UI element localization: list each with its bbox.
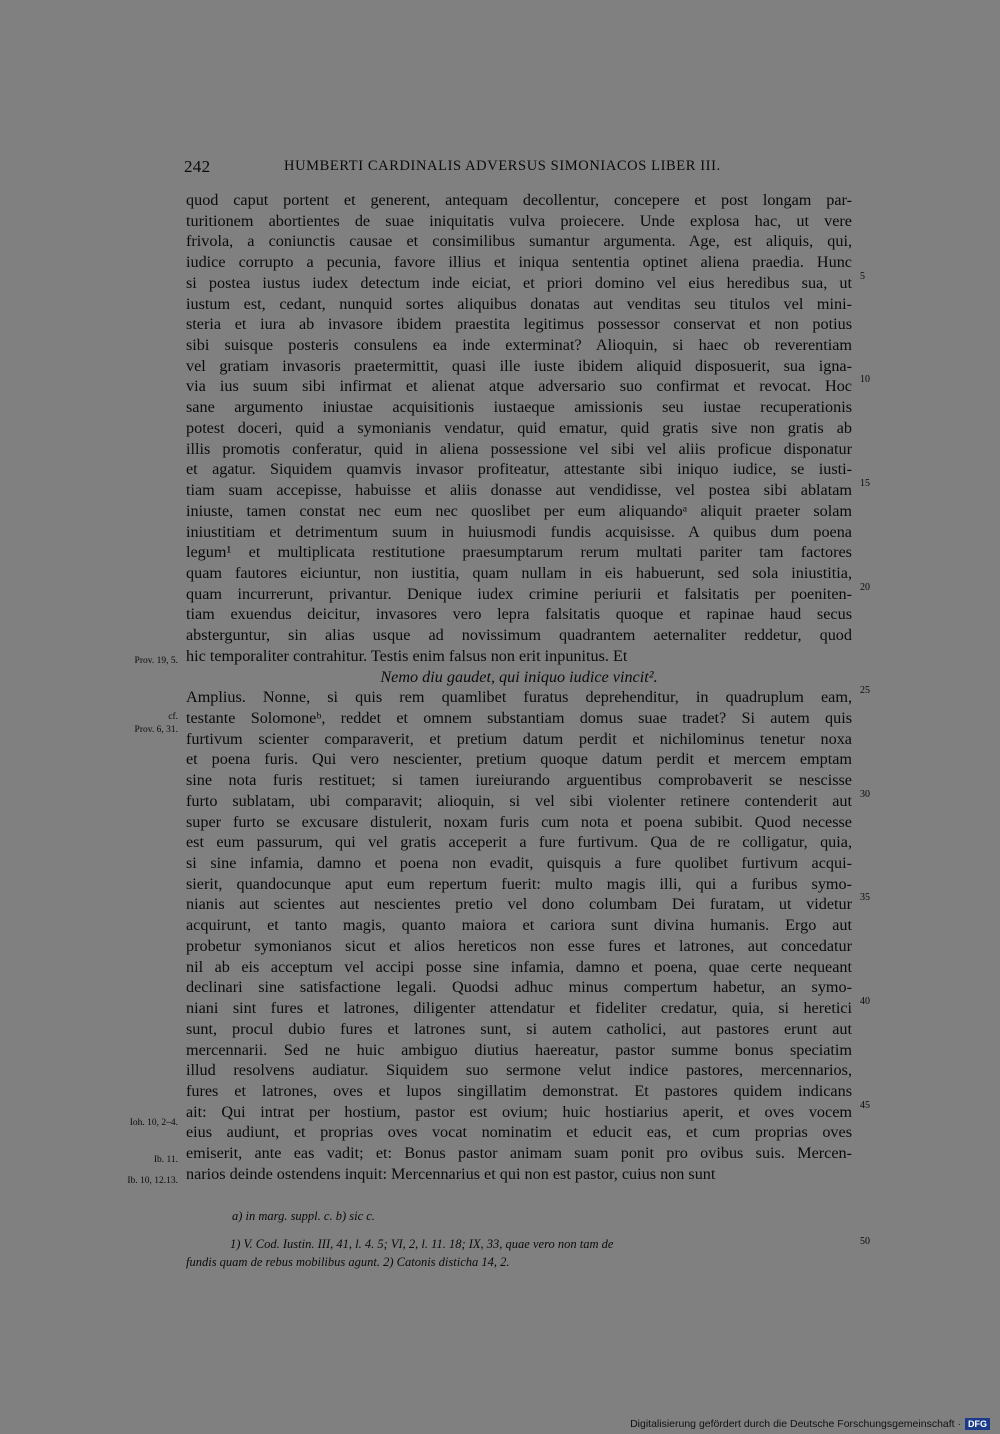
text-line: quam incurrerunt, privantur. Denique iudex crimine periurii et falsitatis per poeniten- [186,584,852,603]
text-line: fures et latrones, oves et lupos singillatim demonstrat. Et pastores quidem indicans [186,1081,852,1100]
text-line: iudice corrupto a pecunia, favore illius et iniqua sententia optinet aliena praedia. Hunc [186,253,852,272]
text-line: super furto se excusare distulerit, noxam furis cum nota et poena subibit. Quod necesse [186,812,852,831]
margin-reference: cf. [168,712,178,722]
critical-apparatus: a) in marg. suppl. c. b) sic c. [232,1209,375,1223]
text-line: testante Solomoneᵇ, reddet et omnem substantiam domus suae tradet? Si autem quis [186,709,852,727]
credit-text: Digitalisierung gefördert durch die Deutsche Forschungsgemeinschaft · [630,1418,961,1430]
text-line: sibi suisque posteris consulens ea inde exterminat? Alioquin, si haec ob reverentiam [186,336,852,355]
text-line: mercennarii. Sed ne huic ambiguo diutius haereatur, pastor summe bonus speciatim [186,1040,852,1059]
margin-reference: Ib. 11. [153,1155,178,1165]
margin-reference: Ib. 10, 12.13. [127,1176,178,1186]
text-line: sunt, procul dubio fures et latrones sunt, si autem catholici, aut pastores erunt aut [186,1019,852,1038]
dfg-logo: DFG [965,1418,990,1430]
text-line: steria et iura ab invasore ibidem praestita legitimus possessor conservat et non potius [186,315,852,334]
text-line: vel gratiam invasoris praetermittit, quasi ille iuste ibidem aliquid disposuerit, sua igna- [186,356,852,375]
text-line: Nemo diu gaudet, qui iniquo iudice vincit². [380,667,658,686]
text-line: frivola, a coniunctis causae et consimilibus sumantur argumenta. Age, est aliquis, qui, [186,232,852,251]
page-number: 242 [184,157,211,176]
text-line: hic temporaliter contrahitur. Testis enim falsus non erit inpunitus. Et [186,646,628,665]
text-line: illud resolvens audiatur. Siquidem suo sermone velut indice pastores, mercennarios, [186,1061,852,1080]
text-line: ait: Qui intrat per hostium, pastor est ovium; huic hostiarius aperit, et oves vocem [186,1102,852,1121]
margin-reference: Prov. 6, 31. [134,725,178,735]
line-number: 30 [860,788,870,800]
text-line: declinari sine satisfactione legali. Quodsi adhuc minus compertum habetur, an symo- [186,978,852,997]
text-line: sane argumento iniustae acquisitionis iustaeque amissionis seu iustae recuperationis [186,398,852,417]
text-line: furtivum scienter comparaverit, et pretium datum perdit et nichilominus tenetur noxa [186,729,852,748]
text-line: tiam exuendus deicitur, invasores vero lepra falsitatis quoque et rapinae haud secus [186,605,852,624]
line-number: 35 [860,892,870,904]
text-line: emiserit, ante eas vadit; et: Bonus pastor animam suam ponit pro ovibus suis. Mercen- [186,1144,852,1163]
text-line: eius audiunt, et proprias oves vocat nominatim et educit eas, et cum proprias oves [186,1123,852,1142]
text-line: est eum passurum, qui vel gratis acceperit a fure furtivum. Qua de re colligatur, quia, [186,833,852,852]
source-footnote-1: 1) V. Cod. Iustin. III, 41, l. 4. 5; VI, 2, l. 11. 18; IX, 33, quae vero non tam de [230,1237,614,1251]
text-line: iniustitiam et detrimentum suum in huiusmodi fundis acquisisse. A quibus dum poena [186,522,852,541]
text-line: via ius suum sibi infirmat et alienat atque adversario suo confirmat et revocat. Hoc [186,377,852,396]
text-line: potest doceri, quid a symonianis vendatur, quid ematur, quid gratis sive non gratis ab [186,418,852,437]
text-line: iustum est, cedant, nunquid sortes aliquibus donatas aut venditas seu titulos vel mini- [186,294,852,313]
text-line: iniuste, tamen constat nec eum nec quoslibet per eum aliquandoᵃ aliquit praeter solam [186,501,852,520]
text-line: et poena furis. Qui vero nescienter, pretium quoque datum perdit et mercem emptam [186,750,852,769]
text-line: quam fautores eiciuntur, non iustitia, quam nullam in eis habuerunt, sed sola iniustitia, [186,563,852,582]
line-number: 20 [860,581,870,593]
text-line: sierit, quandocunque aput eum repertum fuerit: multo magis illi, qui a furibus symo- [186,874,852,893]
line-number: 50 [860,1236,870,1247]
margin-reference: Prov. 19, 5. [134,656,178,666]
text-line: et agatur. Siquidem quamvis invasor profiteatur, attestante sibi iniquo iudice, se iusti- [186,460,852,479]
line-number: 5 [860,270,865,282]
text-line: tiam suam accepisse, habuisse et aliis donasse aut vendidisse, vel postea sibi ablatam [186,481,852,500]
line-number: 40 [860,996,870,1008]
text-line: nianis aut scientes aut nescientes pretio vel dono columbam Dei furatam, ut videtur [186,895,852,914]
running-title: HUMBERTI CARDINALIS ADVERSUS SIMONIACOS LIBER III. [284,158,721,174]
text-line: legum¹ et multiplicata restitutione praesumptarum rerum multati pariter tam factores [186,543,852,562]
text-line: quod caput portent et generent, antequam decollentur, concepere et post longam par- [186,191,852,209]
margin-reference: Ioh. 10, 2–4. [129,1118,178,1128]
text-line: Amplius. Nonne, si quis rem quamlibet furatus deprehenditur, in quadruplum eam, [186,688,852,707]
text-line: nil ab eis acceptum vel accipi posse sine infamia, damno et poena, quae certe nequeant [186,957,852,976]
text-line: absterguntur, sin alias usque ad novissimum quadrantem aeternaliter reddetur, quod [186,626,852,645]
digitization-credit [600,1418,990,1432]
text-line: si sine infamia, damno et poena non evadit, quisquis a fure quolibet furtivum acqui- [186,854,852,873]
line-number: 45 [860,1099,870,1111]
source-footnote-2: fundis quam de rebus mobilibus agunt. 2) Catonis disticha 14, 2. [186,1255,510,1269]
text-line: narios deinde ostendens inquit: Mercennarius et qui non est pastor, cuius non sunt [186,1164,716,1183]
text-line: illis promotis conferatur, quid in aliena possessione vel sibi vel aliis proficue disponatur [186,439,852,458]
text-line: turitionem abortientes de suae iniquitatis vulva proiecere. Unde explosa hac, ut vere [186,211,852,230]
line-number: 15 [860,478,870,490]
text-line: si postea iustus iudex detectum inde eiciat, et priori domino vel eius heredibus sua, ut [186,273,852,292]
text-line: acquirunt, et tanto magis, quanto maiora et cariora sunt divina humanis. Ergo aut [186,916,852,935]
line-number: 10 [860,374,870,386]
text-line: furto sublatam, ubi comparavit; alioquin, si vel sibi violenter retinere contenderit aut [186,791,852,810]
text-line: sine nota furis restituet; si tamen iureiurando arguentibus comprobaverit se nescisse [186,771,852,790]
text-line: probetur symonianos sicut et alios hereticos non esse fures et latrones, aut concedatur [186,936,852,955]
text-line: niani sint fures et latrones, diligenter attendatur et fideliter credatur, quia, si heretici [186,999,852,1018]
line-number: 25 [860,685,870,697]
